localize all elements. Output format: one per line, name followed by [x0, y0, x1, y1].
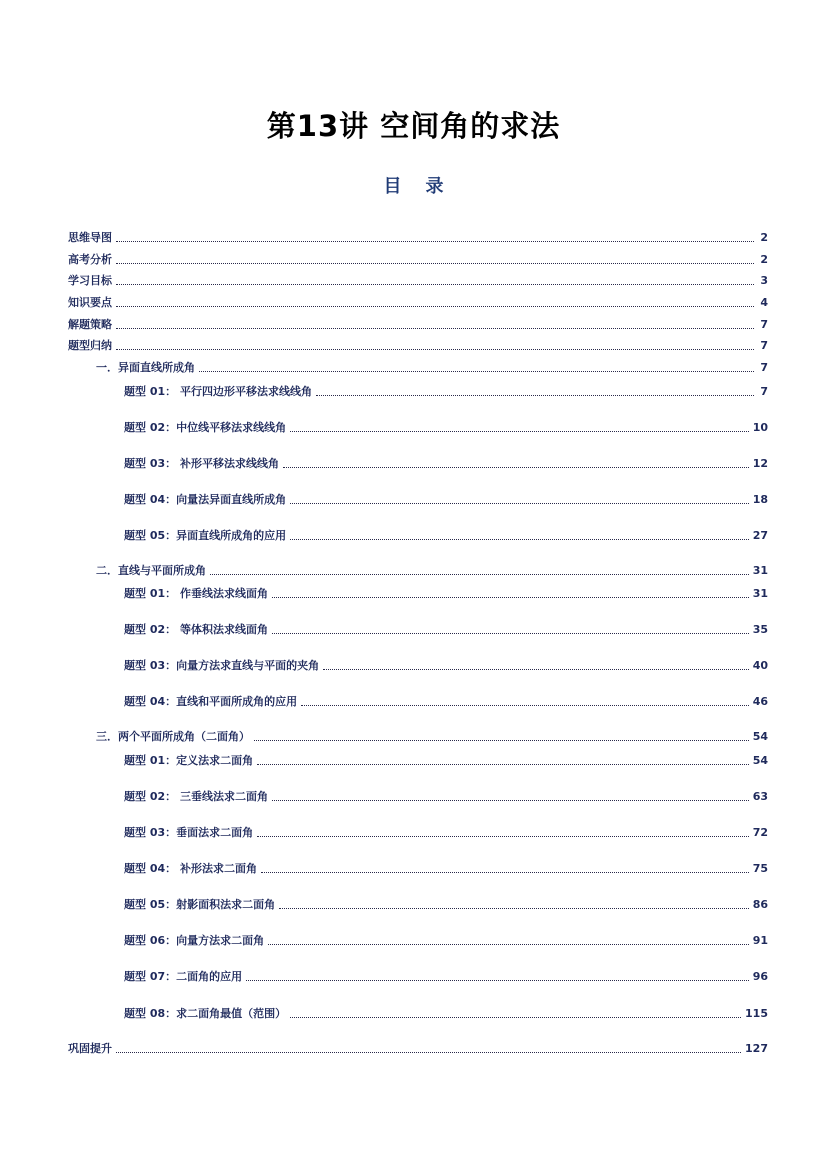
toc-page: 72 [752, 826, 768, 839]
toc-page: 3 [760, 274, 768, 287]
toc-label: 题型 08：求二面角最值（范围） [124, 1007, 287, 1020]
toc-entry[interactable] [68, 316, 768, 332]
toc-page: 96 [752, 970, 768, 983]
toc-entry[interactable] [124, 824, 768, 840]
leader-dots [261, 872, 749, 873]
toc-label: 题型 02： 等体积法求线面角 [124, 623, 268, 636]
toc-page: 18 [752, 493, 768, 506]
toc-label: 题型 03：垂面法求二面角 [124, 826, 254, 839]
toc-entry[interactable] [124, 657, 768, 673]
toc-entry[interactable] [124, 527, 768, 543]
toc-page: 40 [752, 659, 768, 672]
toc-entry[interactable] [124, 932, 768, 948]
leader-dots [116, 349, 754, 350]
toc-page: 2 [760, 253, 768, 266]
leader-dots [116, 306, 754, 307]
toc-label: 题型 03：向量方法求直线与平面的夹角 [124, 659, 320, 672]
toc-label: 题型 04：直线和平面所成角的应用 [124, 695, 298, 708]
toc-entry[interactable] [68, 272, 768, 288]
toc-entry[interactable] [124, 1005, 768, 1021]
toc-entry[interactable] [124, 455, 768, 471]
toc-label: 题型 03： 补形平移法求线线角 [124, 457, 279, 470]
toc-entry[interactable] [68, 229, 768, 245]
toc-page: 54 [752, 754, 768, 767]
toc-heading: 目录 [383, 176, 468, 197]
leader-dots [116, 241, 754, 242]
document-title: 第13讲 空间角的求法 [266, 109, 561, 143]
toc-page: 115 [745, 1007, 768, 1020]
toc-entry[interactable] [124, 896, 768, 912]
toc-page: 91 [752, 934, 768, 947]
toc-entry[interactable] [68, 294, 768, 310]
toc-label: 二．直线与平面所成角 [96, 564, 206, 577]
toc-entry[interactable] [124, 968, 768, 984]
toc-page: 7 [760, 385, 768, 398]
leader-dots [279, 908, 749, 909]
leader-dots [116, 328, 754, 329]
toc-page: 7 [760, 361, 768, 374]
toc-page: 54 [752, 730, 768, 743]
toc-label: 解题策略 [68, 318, 112, 331]
toc-page: 75 [752, 862, 768, 875]
toc-entry[interactable] [124, 621, 768, 637]
toc-page: 46 [752, 695, 768, 708]
toc-entry[interactable] [68, 1040, 768, 1056]
toc-entry[interactable] [124, 419, 768, 435]
leader-dots [116, 284, 754, 285]
toc-label: 三．两个平面所成角（二面角） [96, 730, 250, 743]
toc-page: 10 [752, 421, 768, 434]
toc-label: 知识要点 [68, 296, 112, 309]
toc-page: 4 [760, 296, 768, 309]
toc-page: 86 [752, 898, 768, 911]
toc-label: 题型 02： 三垂线法求二面角 [124, 790, 268, 803]
leader-dots [290, 431, 749, 432]
leader-dots [301, 705, 749, 706]
toc-label: 高考分析 [68, 253, 112, 266]
toc-entry[interactable] [96, 728, 768, 744]
toc-label: 学习目标 [68, 274, 112, 287]
leader-dots [272, 633, 749, 634]
toc-entry[interactable] [124, 752, 768, 768]
toc-page: 63 [752, 790, 768, 803]
toc-entry[interactable] [68, 337, 768, 353]
leader-dots [254, 740, 749, 741]
toc-page: 12 [752, 457, 768, 470]
leader-dots [290, 1017, 741, 1018]
toc-entry[interactable] [68, 251, 768, 267]
toc-page: 35 [752, 623, 768, 636]
leader-dots [323, 669, 749, 670]
leader-dots [210, 574, 749, 575]
leader-dots [199, 371, 754, 372]
toc-page: 7 [760, 339, 768, 352]
toc-label: 题型归纳 [68, 339, 112, 352]
toc-page: 31 [752, 587, 768, 600]
toc-entry[interactable] [96, 359, 768, 375]
toc-entry[interactable] [124, 860, 768, 876]
leader-dots [257, 764, 749, 765]
toc-page: 2 [760, 231, 768, 244]
toc-entry[interactable] [124, 788, 768, 804]
leader-dots [116, 263, 754, 264]
toc-page: 27 [752, 529, 768, 542]
leader-dots [246, 980, 749, 981]
leader-dots [316, 395, 754, 396]
leader-dots [283, 467, 749, 468]
toc-label: 题型 01： 平行四边形平移法求线线角 [124, 385, 312, 398]
toc-label: 题型 04：向量法异面直线所成角 [124, 493, 287, 506]
toc-label: 题型 06：向量方法求二面角 [124, 934, 265, 947]
leader-dots [272, 597, 749, 598]
leader-dots [290, 503, 749, 504]
toc-label: 题型 01：定义法求二面角 [124, 754, 254, 767]
toc-label: 题型 02：中位线平移法求线线角 [124, 421, 287, 434]
leader-dots [257, 836, 749, 837]
toc-label: 题型 07：二面角的应用 [124, 970, 243, 983]
toc-entry[interactable] [124, 491, 768, 507]
leader-dots [272, 800, 749, 801]
toc-entry[interactable] [124, 383, 768, 399]
toc-label: 题型 05：射影面积法求二面角 [124, 898, 276, 911]
leader-dots [290, 539, 749, 540]
toc-label: 题型 01： 作垂线法求线面角 [124, 587, 268, 600]
toc-page: 7 [760, 318, 768, 331]
toc-label: 一．异面直线所成角 [96, 361, 195, 374]
toc-label: 思维导图 [68, 231, 112, 244]
toc-label: 巩固提升 [68, 1042, 112, 1055]
toc-label: 题型 05：异面直线所成角的应用 [124, 529, 287, 542]
toc-page: 31 [752, 564, 768, 577]
toc-page: 127 [745, 1042, 768, 1055]
toc-entry[interactable] [124, 693, 768, 709]
toc-entry[interactable] [96, 562, 768, 578]
leader-dots [268, 944, 749, 945]
leader-dots [116, 1052, 741, 1053]
toc-entry[interactable] [124, 585, 768, 601]
toc-label: 题型 04： 补形法求二面角 [124, 862, 257, 875]
